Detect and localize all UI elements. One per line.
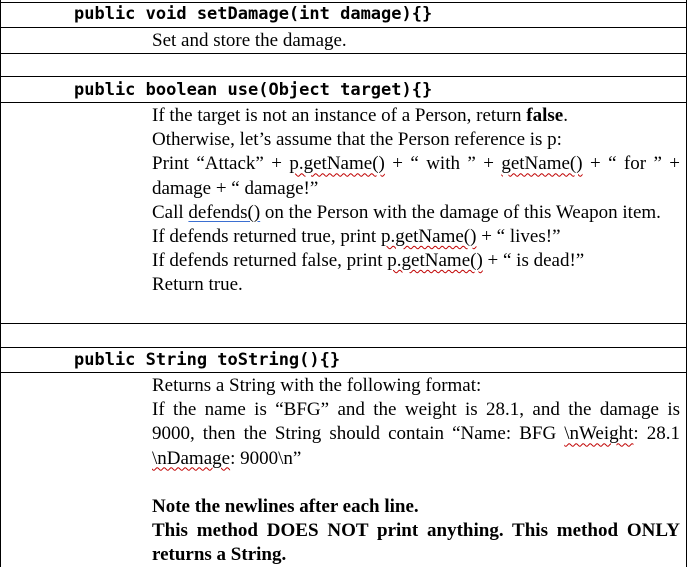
method-description-use [152,104,680,298]
table-border [0,102,687,103]
description-line: Return true. [152,274,243,296]
description-line: If defends returned true, print p.getName() + “ lives!” [152,226,561,248]
table-border [0,347,687,348]
description-line: Call defends() on the Person with the damage of this Weapon item. [152,201,661,223]
method-signature-setdamage: public void setDamage(int damage){} [74,4,433,24]
method-signature-tostring: public String toString(){} [74,350,341,370]
description-line: Note the newlines after each line. [152,495,419,517]
description-line: If defends returned false, print p.getName() + “ is dead!” [152,250,585,272]
description-line: If the target is not an instance of a Person, return false. [152,105,568,126]
description-line: Otherwise, let’s assume that the Person reference is p: [152,129,562,151]
table-border [0,76,687,77]
table-border [0,372,687,373]
description-line: This method DOES NOT print anything. This method ONLY returns a String. [152,520,680,566]
method-signature-use: public boolean use(Object target){} [74,80,433,100]
blank-line [152,471,680,495]
table-border [0,0,1,567]
description-line: Print “Attack” + p.getName() + “ with ” + getName() + “ for ” + damage + “ damage!” [152,153,681,199]
description-line: Set and store the damage. [152,30,347,51]
method-description-tostring [152,374,680,567]
table-border [0,323,687,324]
table-border [0,27,687,28]
method-description-setdamage [152,29,680,53]
description-line: If the name is “BFG” and the weight is 28.1, and the damage is 9000, then the String should contain “Name: BFG \nWeight: 28.1 \nDamage: 9000\n” [152,399,681,469]
description-line: Returns a String with the following format: [152,375,482,396]
